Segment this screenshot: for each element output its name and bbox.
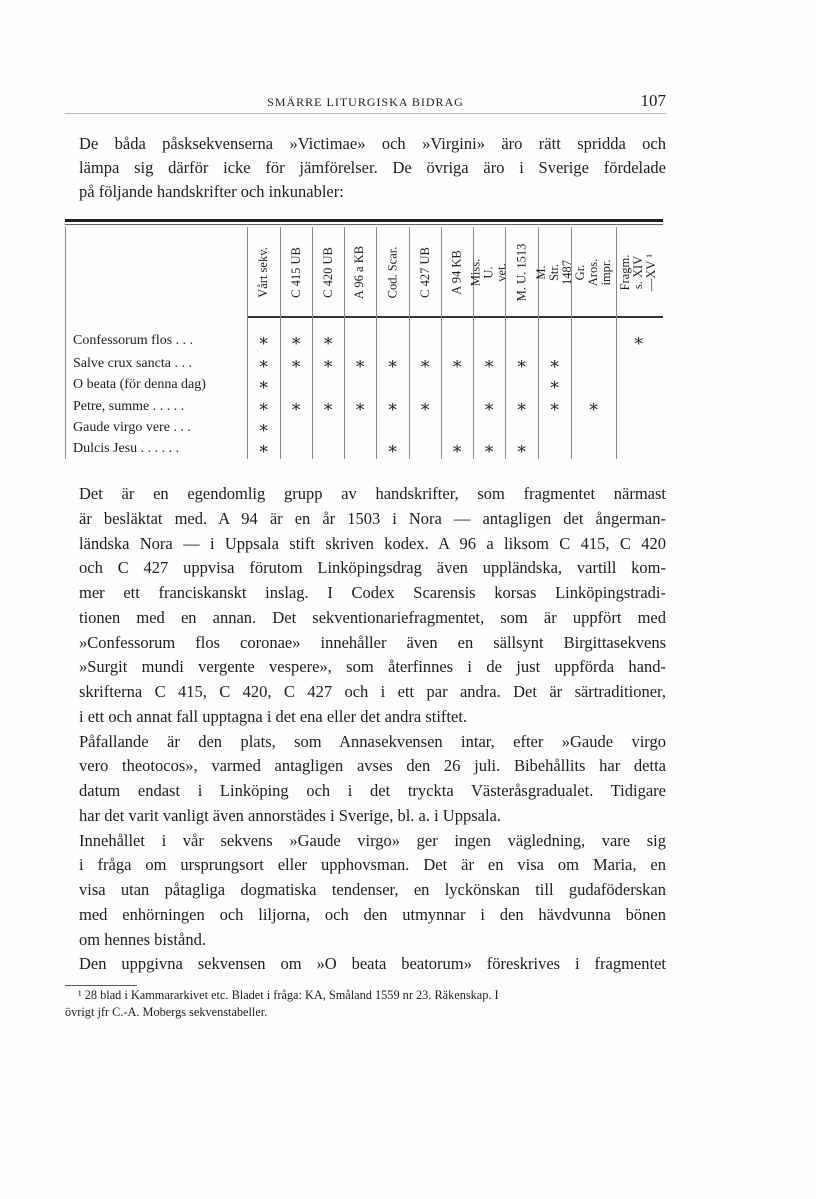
column-header [247, 231, 280, 313]
body-line: ländska Nora — i Uppsala stift skriven kodex. A 96 a liksom C 415, C 420 [79, 533, 666, 553]
column-header-label: A 96 a KB [352, 245, 367, 299]
asterisk-mark: ∗ [257, 439, 270, 458]
table-top-rule-thin [65, 224, 663, 225]
body-line: Påfallande är den plats, som Annasekvensen intar, efter »Gaude virgo [79, 731, 666, 751]
footnote-rule [65, 985, 137, 986]
asterisk-mark: ∗ [419, 354, 431, 373]
body-line: är besläktat med. A 94 är en år 1503 i Nora — antagligen det ångerman- [79, 508, 666, 528]
intro-line: De båda påsksekvenserna »Victimae» och »Virgini» äro rätt spridda och [79, 134, 666, 153]
column-header-label: Vårt sekv. [256, 246, 270, 298]
column-header-label: Cod. Scar. [385, 246, 400, 298]
body-line: med enhörningen och liljorna, och den utmynnar i den hävdvunna bönen [79, 904, 666, 924]
row-label: Petre, summe . . . . . [73, 399, 185, 414]
asterisk-mark: ∗ [290, 331, 302, 350]
asterisk-mark: ∗ [632, 331, 645, 350]
running-header [65, 91, 666, 114]
column-header [312, 231, 344, 313]
row-label: Gaude virgo vere . . . [73, 420, 191, 435]
asterisk-mark: ∗ [515, 397, 528, 416]
asterisk-mark: ∗ [322, 397, 334, 416]
manuscript-table [65, 219, 663, 459]
intro-line: lämpa sig därför icke för jämförelser. De övriga äro i Sverige fördelade [79, 158, 666, 177]
body-line: »Confessorum flos coronae» innehåller även en sällsynt Birgittasekvens [79, 632, 666, 652]
table-header-rule [247, 316, 663, 318]
asterisk-mark: ∗ [515, 439, 528, 458]
column-header-label: A 94 KB [449, 249, 464, 295]
body-line: Innehållet i vår sekvens »Gaude virgo» ger ingen vägledning, vare sig [79, 830, 666, 850]
asterisk-mark: ∗ [451, 354, 463, 373]
table-left-border [65, 227, 66, 459]
asterisk-mark: ∗ [386, 439, 399, 458]
asterisk-mark: ∗ [257, 331, 270, 350]
body-line: i fråga om ursprungsort eller upphovsman. Det är en visa om Maria, en [79, 855, 666, 875]
running-title: SMÄRRE LITURGISKA BIDRAG [267, 95, 464, 109]
body-line: datum endast i Linköping och i det tryckta Västeråsgradualet. Tidigare [79, 781, 666, 800]
body-line: vero theotocos», varmed antagligen avses den 26 juli. Bibehållits har detta [79, 756, 666, 776]
column-header-label: M. Str. 1487 [534, 259, 574, 285]
asterisk-mark: ∗ [483, 354, 495, 373]
body-line: Det är en egendomlig grupp av handskrifter, som fragmentet närmast [79, 484, 666, 503]
row-label: O beata (för denna dag) [73, 377, 206, 392]
row-label: Confessorum flos . . . [73, 333, 194, 348]
intro-line: på följande handskrifter och inkunabler: [79, 182, 344, 201]
column-header [376, 231, 409, 313]
asterisk-mark: ∗ [257, 354, 270, 373]
body-line: skrifterna C 415, C 420, C 427 och i ett par andra. Det är särtraditioner, [79, 682, 666, 701]
asterisk-mark: ∗ [548, 397, 561, 416]
asterisk-mark: ∗ [257, 418, 270, 437]
column-header [571, 231, 616, 313]
asterisk-mark: ∗ [322, 354, 334, 373]
row-label: Dulcis Jesu . . . . . . [73, 441, 180, 456]
column-header-label: C 415 UB [288, 246, 303, 298]
body-line: visa utan påtagliga dogmatiska tendenser, en lyckönskan till gudaföderskan [79, 880, 666, 899]
body-line: i ett och annat fall upptagna i det ena eller det andra stiftet. [79, 706, 468, 726]
asterisk-mark: ∗ [548, 354, 561, 373]
column-header-label: Gr. Aros. impr. [573, 258, 613, 286]
column-header [468, 231, 509, 313]
column-header [344, 231, 376, 313]
column-header-label: Miss. U. vet. [468, 258, 509, 286]
asterisk-mark: ∗ [354, 354, 366, 373]
row-label: Salve crux sancta . . . [73, 356, 192, 371]
body-line: mer ett franciskanskt inslag. I Codex Scarensis korsas Linköpingstradi- [79, 583, 666, 602]
column-header [409, 231, 441, 313]
column-header-label: C 427 UB [417, 246, 432, 298]
body-line: har det varit vanligt även annorstädes i Sverige, bl. a. i Uppsala. [79, 805, 501, 825]
column-header-label: Fragm. s. XIV—XV ¹ [618, 253, 658, 291]
body-line: om hennes bistånd. [79, 929, 206, 949]
asterisk-mark: ∗ [290, 354, 302, 373]
footnote-line: övrigt jfr C.-A. Mobergs sekvenstabeller. [65, 1005, 268, 1019]
footnote-line: ¹ 28 blad i Kammararkivet etc. Bladet i fråga: KA, Småland 1559 nr 23. Räkenskap. I [78, 988, 499, 1002]
asterisk-mark: ∗ [515, 354, 528, 373]
asterisk-mark: ∗ [483, 439, 495, 458]
asterisk-mark: ∗ [386, 354, 399, 373]
column-header-label: M. U. 1513 [514, 243, 528, 301]
asterisk-mark: ∗ [451, 439, 463, 458]
body-line: tionen med en annan. Det sekventionariefragmentet, som är uppfört med [79, 607, 666, 627]
table-top-rule [65, 219, 663, 222]
asterisk-mark: ∗ [548, 375, 561, 394]
asterisk-mark: ∗ [483, 397, 495, 416]
asterisk-mark: ∗ [257, 397, 270, 416]
column-header [280, 231, 312, 313]
page-number: 107 [640, 91, 666, 110]
asterisk-mark: ∗ [257, 375, 270, 394]
asterisk-mark: ∗ [386, 397, 399, 416]
column-header-label: C 420 UB [320, 246, 335, 298]
asterisk-mark: ∗ [322, 331, 334, 350]
column-header [616, 231, 661, 313]
asterisk-mark: ∗ [354, 397, 366, 416]
asterisk-mark: ∗ [290, 397, 302, 416]
asterisk-mark: ∗ [419, 397, 431, 416]
body-line: Den uppgivna sekvensen om »O beata beatorum» föreskrives i fragmentet [79, 954, 666, 974]
column-header [534, 231, 574, 313]
asterisk-mark: ∗ [587, 397, 600, 416]
body-line: »Surgit mundi vergente vespere», som återfinnes i de just uppförda hand- [79, 657, 666, 677]
body-line: och C 427 uppvisa förutom Linköpingsdrag även uppländska, vartill kom- [79, 558, 666, 578]
